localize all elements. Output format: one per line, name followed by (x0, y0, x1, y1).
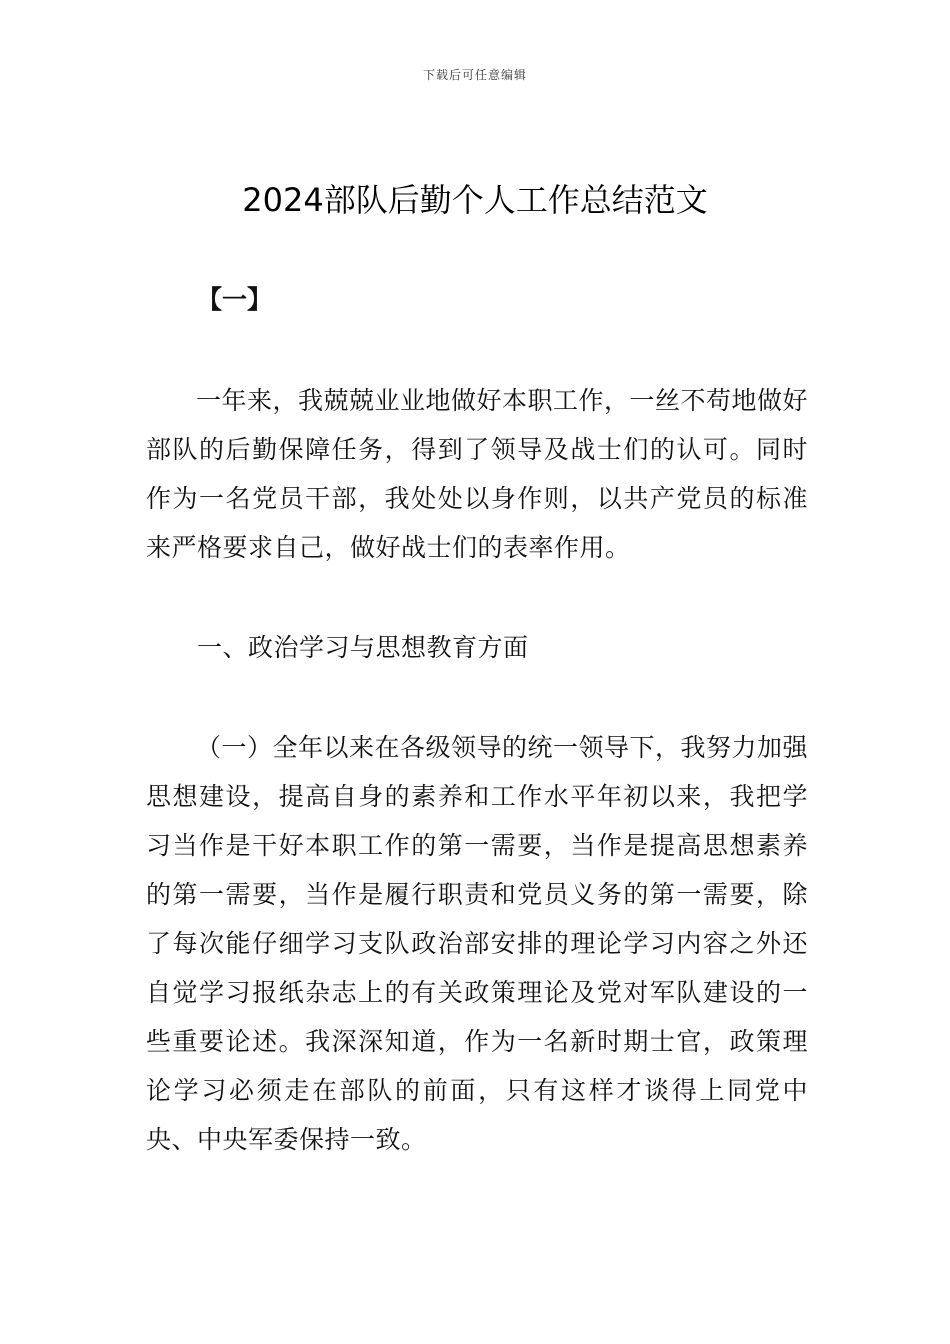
section-label: 【一】 (197, 285, 273, 314)
page-header-note: 下载后可任意编辑 (422, 68, 527, 82)
intro-paragraph: 一年来，我兢兢业业地做好本职工作，一丝不苟地做好部队的后勤保障任务，得到了领导及战士们的认可。同时作为一名党员干部，我处处以身作则，以共产党员的标准来严格要求自己，做好战士们的表率作用。 (146, 386, 809, 562)
subsection-paragraph-1: （一）全年以来在各级领导的统一领导下，我努力加强思想建设，提高自身的素养和工作水平年初以来，我把学习当作是干好本职工作的第一需要，当作是提高思想素养的第一需要，当作是履行职责和党员义务的第一需要，除了每次能仔细学习支队政治部安排的理论学习内容之外还自觉学习报纸杂志上的有关政策理论及党对军队建设的一些重要论述。我深深知道，作为一名新时期士官，政策理论学习必须走在部队的前面，只有这样才谈得上同党中央、中央军委保持一致。 (146, 733, 809, 1154)
document-title: 2024部队后勤个人工作总结范文 (242, 181, 708, 219)
section-heading-politics: 一、政治学习与思想教育方面 (197, 633, 529, 662)
